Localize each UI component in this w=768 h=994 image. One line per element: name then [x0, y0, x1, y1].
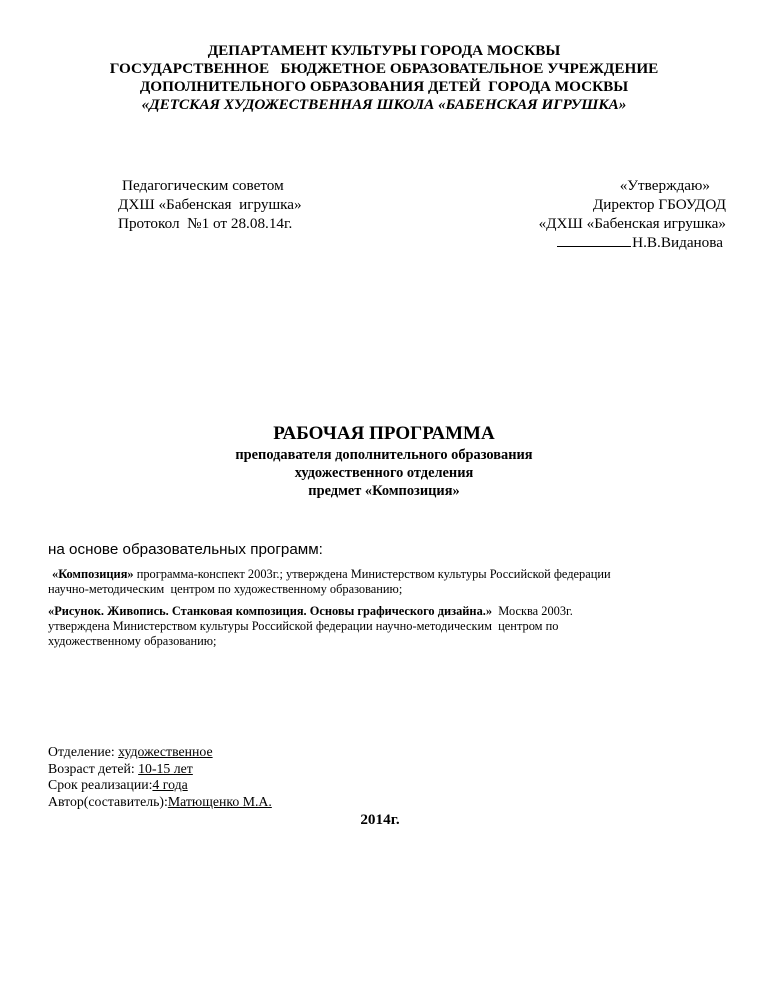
program2-text3: художественному образованию;	[48, 634, 217, 648]
header-department: ДЕПАРТАМЕНТ КУЛЬТУРЫ ГОРОДА МОСКВЫ	[207, 42, 561, 59]
header-education-type: ДОПОЛНИТЕЛЬНОГО ОБРАЗОВАНИЯ ДЕТЕЙ ГОРОДА МОСКВЫ	[139, 78, 629, 95]
program1-text2: научно-методическим центром по художественному образованию;	[48, 582, 403, 596]
approve-position: Директор ГБОУДОД	[592, 196, 726, 213]
title-department: художественного отделения	[294, 465, 474, 481]
program2-text2: утверждена Министерством культуры Российской федерации научно-методическим центром по	[48, 619, 559, 633]
document-title: РАБОЧАЯ ПРОГРАММА	[273, 423, 495, 444]
info-department-value: художественное	[118, 744, 213, 759]
council-approval-block	[118, 176, 302, 233]
institution-header	[0, 42, 768, 114]
title-teacher: преподавателя дополнительного образования	[235, 447, 533, 463]
info-department-row	[48, 744, 272, 761]
basis-intro: на основе образовательных программ:	[48, 541, 323, 558]
council-title: Педагогическим советом	[122, 177, 284, 194]
info-author-row	[48, 794, 272, 811]
program2-line1	[48, 604, 728, 619]
info-age-value: 10-15 лет	[138, 760, 193, 776]
info-department-label: Отделение:	[48, 744, 119, 759]
program-drawing-painting	[48, 604, 728, 649]
info-term-row	[48, 777, 272, 794]
info-age-label: Возраст детей:	[48, 760, 139, 776]
header-school-name: «ДЕТСКАЯ ХУДОЖЕСТВЕННАЯ ШКОЛА «БАБЕНСКАЯ ИГРУШКА»	[141, 96, 627, 113]
program2-text1: Москва 2003г.	[492, 604, 573, 618]
info-term-value: 4 года	[152, 777, 188, 792]
document-title-block	[0, 422, 768, 500]
info-age-row	[48, 761, 272, 778]
program1-name: «Композиция»	[52, 567, 134, 581]
council-school: ДХШ «Бабенская игрушка»	[118, 196, 302, 213]
approve-heading: «Утверждаю»	[619, 177, 710, 194]
info-author-value: Матющенко М.А.	[167, 793, 272, 809]
header-institution-type: ГОСУДАРСТВЕННОЕ БЮДЖЕТНОЕ ОБРАЗОВАТЕЛЬНОЕ УЧРЕЖДЕНИЕ	[109, 60, 659, 77]
program1-text1: программа-конспект 2003г.; утверждена Министерством культуры Российской федерации	[133, 567, 611, 581]
info-term-label: Срок реализации:	[48, 777, 153, 792]
title-subject: предмет «Композиция»	[308, 483, 460, 499]
director-approval-block	[539, 176, 726, 252]
approve-signer-name: Н.В.Виданова	[632, 234, 723, 251]
program1-line1	[48, 567, 728, 582]
approve-school: «ДХШ «Бабенская игрушка»	[538, 215, 726, 232]
program2-name: «Рисунок. Живопись. Станковая композиция. Основы графического дизайна.»	[48, 604, 493, 618]
program-info-block	[48, 744, 272, 810]
council-protocol: Протокол №1 от 28.08.14г.	[118, 215, 293, 232]
document-year: 2014г.	[360, 811, 400, 828]
signature-line	[557, 234, 631, 247]
approve-signature-row	[539, 233, 726, 252]
info-author-label: Автор(составитель):	[48, 793, 168, 809]
program-composition	[48, 567, 728, 597]
